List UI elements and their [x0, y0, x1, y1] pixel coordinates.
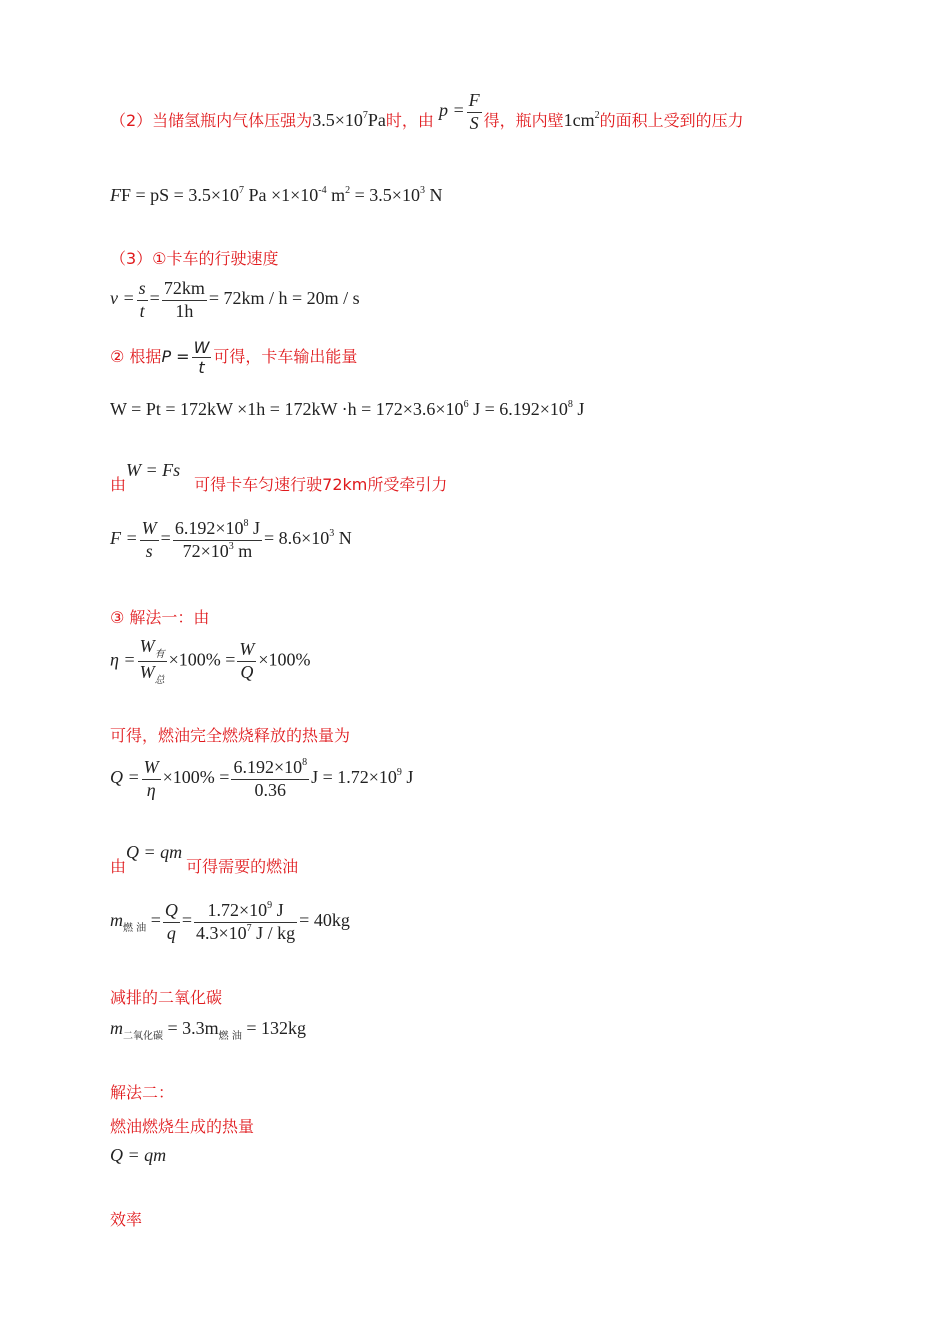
- traction-equation: F = $\frac{W}{s}$ = $\frac{6.192\times 10^8 J}{72\times 10^3 m}$ = $8.6\times 10^3$ N: [110, 518, 352, 561]
- work-equation: $W = Pt = 172kW \times 1h = 172kW \cdot h = 172\times 3.6\times 10^6$ $J = 6.192\times 10^8$ J: [110, 399, 585, 419]
- power-text: 可得，卡车输出能量: [213, 347, 358, 367]
- part2-rest-a: 得，瓶内壁: [483, 111, 564, 131]
- method2-formula: Q = qm: [110, 1145, 167, 1165]
- force-equation: FF = pS = $3.5\times 10^7$ $Pa \times 1\times 10^{-4}$ $m^2 = 3.5\times 10^3$ N: [110, 185, 443, 205]
- heat-equation: Q = $\frac{W}{\eta}$ ×100% = $\frac{6.192\times 10^8}{0.36}$ $J = 1.72\times 10^9$ J: [110, 757, 414, 800]
- wfs-line: [110, 458, 448, 494]
- by-label: 由: [110, 475, 127, 494]
- wfs-text: 可得卡车匀速行驶72km所受牵引力: [194, 475, 448, 494]
- pressure-formula: p = $\frac{F}{S}$: [438, 90, 480, 133]
- heat-text: 可得，燃油完全燃烧释放的热量为: [110, 726, 351, 745]
- co2-equation: $m_{二氧化碳} = 3.3m_{燃 油} = 132kg$: [110, 1018, 306, 1042]
- qqm-text: 可得需要的燃油: [186, 857, 299, 876]
- part2-intro: （2）当储氢瓶内气体压强为: [110, 111, 313, 131]
- part2-time-text: 时，由: [385, 111, 434, 131]
- qqm-line: [110, 840, 299, 876]
- pressure-value: $3.5\times 10^7Pa$: [312, 110, 386, 131]
- method1-heading: ③ 解法一：由: [110, 608, 210, 627]
- power-label: ② 根据: [110, 347, 162, 367]
- power-line: [110, 338, 357, 377]
- speed-equation: v = $\frac{s}{t}$ = $\frac{72km}{1h}$ = 72km / h = 20m / s: [110, 278, 360, 321]
- part2-line: [110, 90, 744, 144]
- by-label-2: 由: [110, 857, 127, 876]
- area-value: $1cm^2$: [563, 110, 600, 131]
- co2-text: 减排的二氧化碳: [110, 988, 223, 1007]
- efficiency-equation: η = $\frac{W_有}{W_总}$ ×100% = $\frac{W}{Q}$ ×100%: [110, 636, 311, 686]
- power-formula: P = $\frac{W}{t}$: [161, 338, 210, 378]
- method2-efficiency-text: 效率: [110, 1210, 143, 1229]
- part3-heading: （3）①卡车的行驶速度: [110, 249, 279, 268]
- method2-heading: 解法二：: [110, 1083, 175, 1102]
- fuel-mass-equation: $m_{燃 油}$ = $\frac{Q}{q}$ = $\frac{1.72\times 10^9 J}{4.3\times 10^7 J / kg}$ = 40kg: [110, 900, 350, 943]
- part2-rest-b: 的面积上受到的压力: [599, 111, 744, 131]
- qqm-formula: Q = qm: [126, 842, 183, 862]
- wfs-formula: W = Fs: [126, 460, 181, 480]
- method2-heat-text: 燃油燃烧生成的热量: [110, 1117, 255, 1136]
